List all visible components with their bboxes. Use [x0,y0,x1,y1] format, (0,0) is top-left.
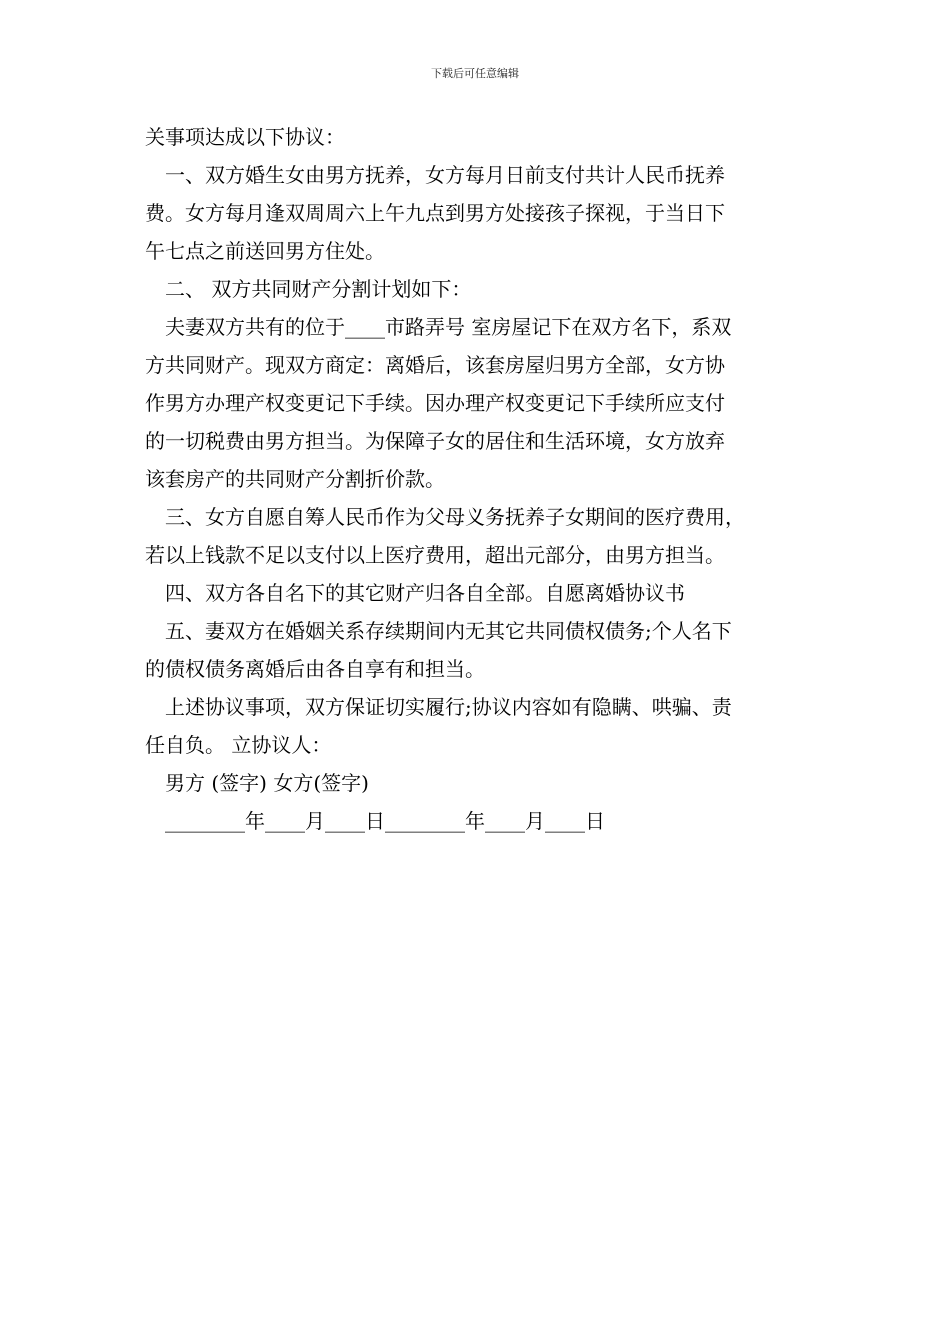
property-line: 方共同财产。现双方商定：离婚后，该套房屋归男方全部，女方协 [145,353,725,377]
closing-line: 上述协议事项，双方保证切实履行;协议内容如有隐瞒、哄骗、责 [165,695,732,719]
property-line: 夫妻双方共有的位于____市路弄号 室房屋记下在双方名下，系双 [165,315,732,339]
text-line-continuation: 关事项达成以下协议： [145,125,345,149]
page-header-note: 下载后可任意编辑 [431,67,519,80]
clause-one-line: 午七点之前送回男方住处。 [145,239,385,263]
property-line: 该套房产的共同财产分割折价款。 [145,467,445,491]
clause-three-line: 三、女方自愿自筹人民币作为父母义务抚养子女期间的医疗费用， [165,505,745,529]
clause-two-heading: 二、 双方共同财产分割计划如下： [165,277,472,301]
clause-four-line: 四、双方各自名下的其它财产归各自全部。自愿离婚协议书 [165,581,685,605]
property-line: 的一切税费由男方担当。为保障子女的居住和生活环境，女方放弃 [145,429,725,453]
signature-line: 男方 (签字) 女方(签字) [165,771,369,795]
clause-one-line: 一、双方婚生女由男方抚养，女方每月日前支付共计人民币抚养 [165,163,725,187]
clause-one-line: 费。女方每月逢双周周六上午九点到男方处接孩子探视，于当日下 [145,201,725,225]
property-line: 作男方办理产权变更记下手续。因办理产权变更记下手续所应支付 [145,391,725,415]
agreement-body [145,118,825,840]
clause-three-line: 若以上钱款不足以支付以上医疗费用，超出元部分，由男方担当。 [145,543,725,567]
clause-five-line: 五、妻双方在婚姻关系存续期间内无其它共同债权债务;个人名下 [165,619,732,643]
date-line: ________年____月____日________年____月____日 [165,809,605,833]
clause-five-line: 的债权债务离婚后由各自享有和担当。 [145,657,485,681]
closing-line: 任自负。 立协议人： [145,733,332,757]
